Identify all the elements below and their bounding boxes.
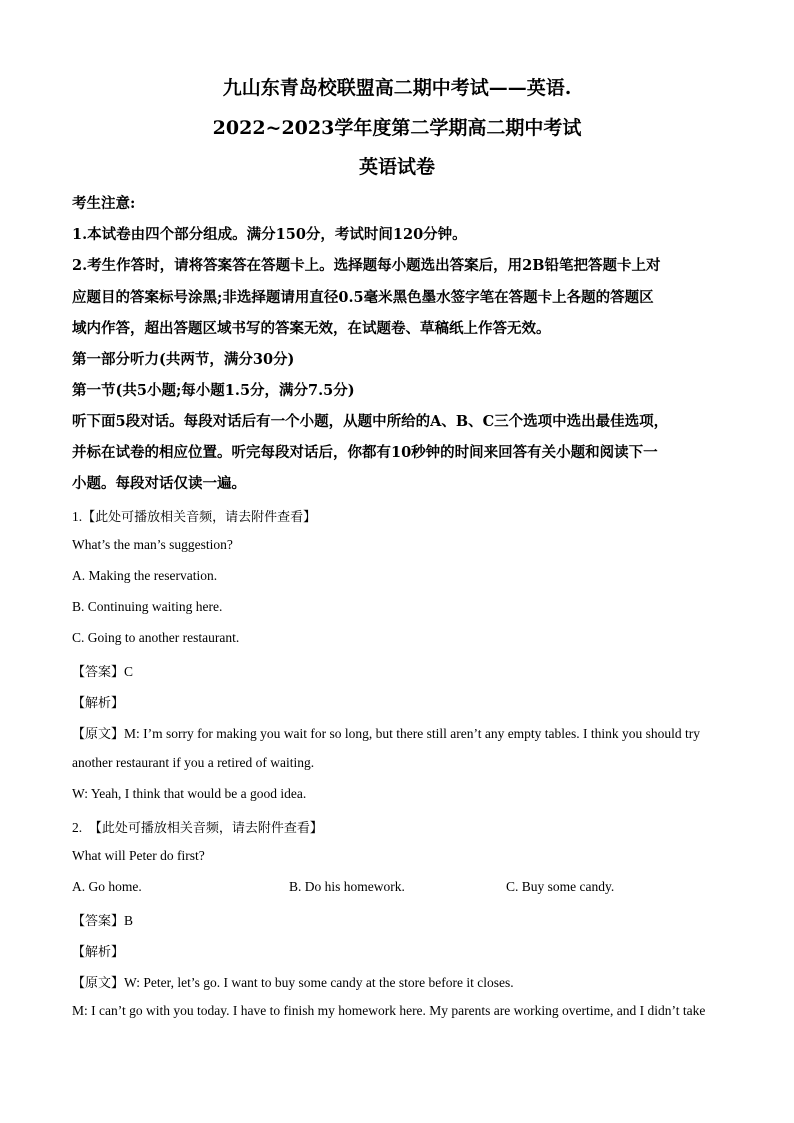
q2-transcript-tag: 【原文】 bbox=[72, 976, 125, 991]
q1-audio-line bbox=[72, 506, 316, 525]
q2-audio-link[interactable]: 【此处可播放相关音频，请去附件查看】 bbox=[88, 821, 323, 836]
q2-option-a: A. Go home. bbox=[72, 879, 142, 894]
doc-paper-name: 英语试卷 bbox=[358, 156, 435, 178]
q2-question: What will Peter do first? bbox=[72, 848, 205, 863]
q2-number: 2. bbox=[72, 820, 83, 835]
q1-transcript-line-3: W: Yeah, I think that would be a good idea. bbox=[72, 786, 307, 801]
q1-answer bbox=[72, 661, 133, 680]
q1-transcript-text-1: M: I’m sorry for making you wait for so long, but there still aren’t any empty tables. I think you should try bbox=[124, 726, 701, 741]
instructions-line-1: 听下面5段对话。每段对话后有一个小题，从题中所给的A、B、C三个选项中选出最佳选项， bbox=[72, 413, 669, 430]
q1-transcript-tag: 【原文】 bbox=[72, 727, 125, 742]
q2-option-c: C. Buy some candy. bbox=[506, 879, 615, 894]
notice-line-2: 2.考生作答时，请将答案答在答题卡上。选择题每小题选出答案后，用2B铅笔把答题卡上对 bbox=[72, 257, 661, 274]
q1-number: 1. bbox=[72, 509, 83, 524]
q1-transcript-line-1 bbox=[72, 723, 700, 742]
q1-answer-tag: 【答案】 bbox=[72, 665, 125, 680]
q1-option-a: A. Making the reservation. bbox=[72, 568, 218, 583]
part1-heading: 第一部分听力(共两节，满分30分) bbox=[72, 351, 295, 368]
q1-option-c: C. Going to another restaurant. bbox=[72, 630, 240, 645]
q1-audio-link[interactable]: 【此处可播放相关音频，请去附件查看】 bbox=[82, 510, 317, 525]
q2-analysis bbox=[72, 941, 124, 960]
q2-answer bbox=[72, 910, 133, 929]
notice-line-1: 1.本试卷由四个部分组成。满分150分，考试时间120分钟。 bbox=[72, 226, 467, 243]
q2-audio-line bbox=[72, 817, 323, 836]
q1-transcript-line-2: another restaurant if you a retired of waiting. bbox=[72, 755, 315, 770]
section1-heading: 第一节(共5小题;每小题1.5分，满分7.5分) bbox=[72, 382, 355, 399]
q1-analysis-tag: 【解析】 bbox=[72, 696, 125, 711]
q2-analysis-tag: 【解析】 bbox=[72, 945, 125, 960]
notice-line-4: 域内作答，超出答题区域书写的答案无效，在试题卷、草稿纸上作答无效。 bbox=[72, 320, 551, 337]
q2-answer-tag: 【答案】 bbox=[72, 914, 125, 929]
q1-answer-value: C bbox=[124, 664, 134, 679]
notice-heading: 考生注意: bbox=[72, 195, 136, 212]
q1-analysis bbox=[72, 692, 124, 711]
q2-transcript-line-1 bbox=[72, 972, 514, 991]
q2-option-b: B. Do his homework. bbox=[289, 879, 405, 894]
q2-transcript-text-1: W: Peter, let’s go. I want to buy some candy at the store before it closes. bbox=[124, 975, 514, 990]
notice-line-3: 应题目的答案标号涂黑;非选择题请用直径0.5毫米黑色墨水签字笔在答题卡上各题的答题区 bbox=[72, 289, 654, 306]
q1-option-b: B. Continuing waiting here. bbox=[72, 599, 223, 614]
q2-answer-value: B bbox=[124, 913, 134, 928]
instructions-line-2: 并标在试卷的相应位置。听完每段对话后，你都有10秒钟的时间来回答有关小题和阅读下一 bbox=[72, 444, 658, 461]
doc-title: 九山东青岛校联盟高二期中考试——英语. bbox=[222, 77, 572, 99]
q2-transcript-line-2: M: I can’t go with you today. I have to finish my homework here. My parents are working overtime, and I didn’t take bbox=[72, 1003, 706, 1018]
q1-question: What’s the man’s suggestion? bbox=[72, 537, 233, 552]
instructions-line-3: 小题。每段对话仅读一遍。 bbox=[72, 475, 246, 492]
doc-subtitle: 2022~2023学年度第二学期高二期中考试 bbox=[212, 117, 582, 139]
